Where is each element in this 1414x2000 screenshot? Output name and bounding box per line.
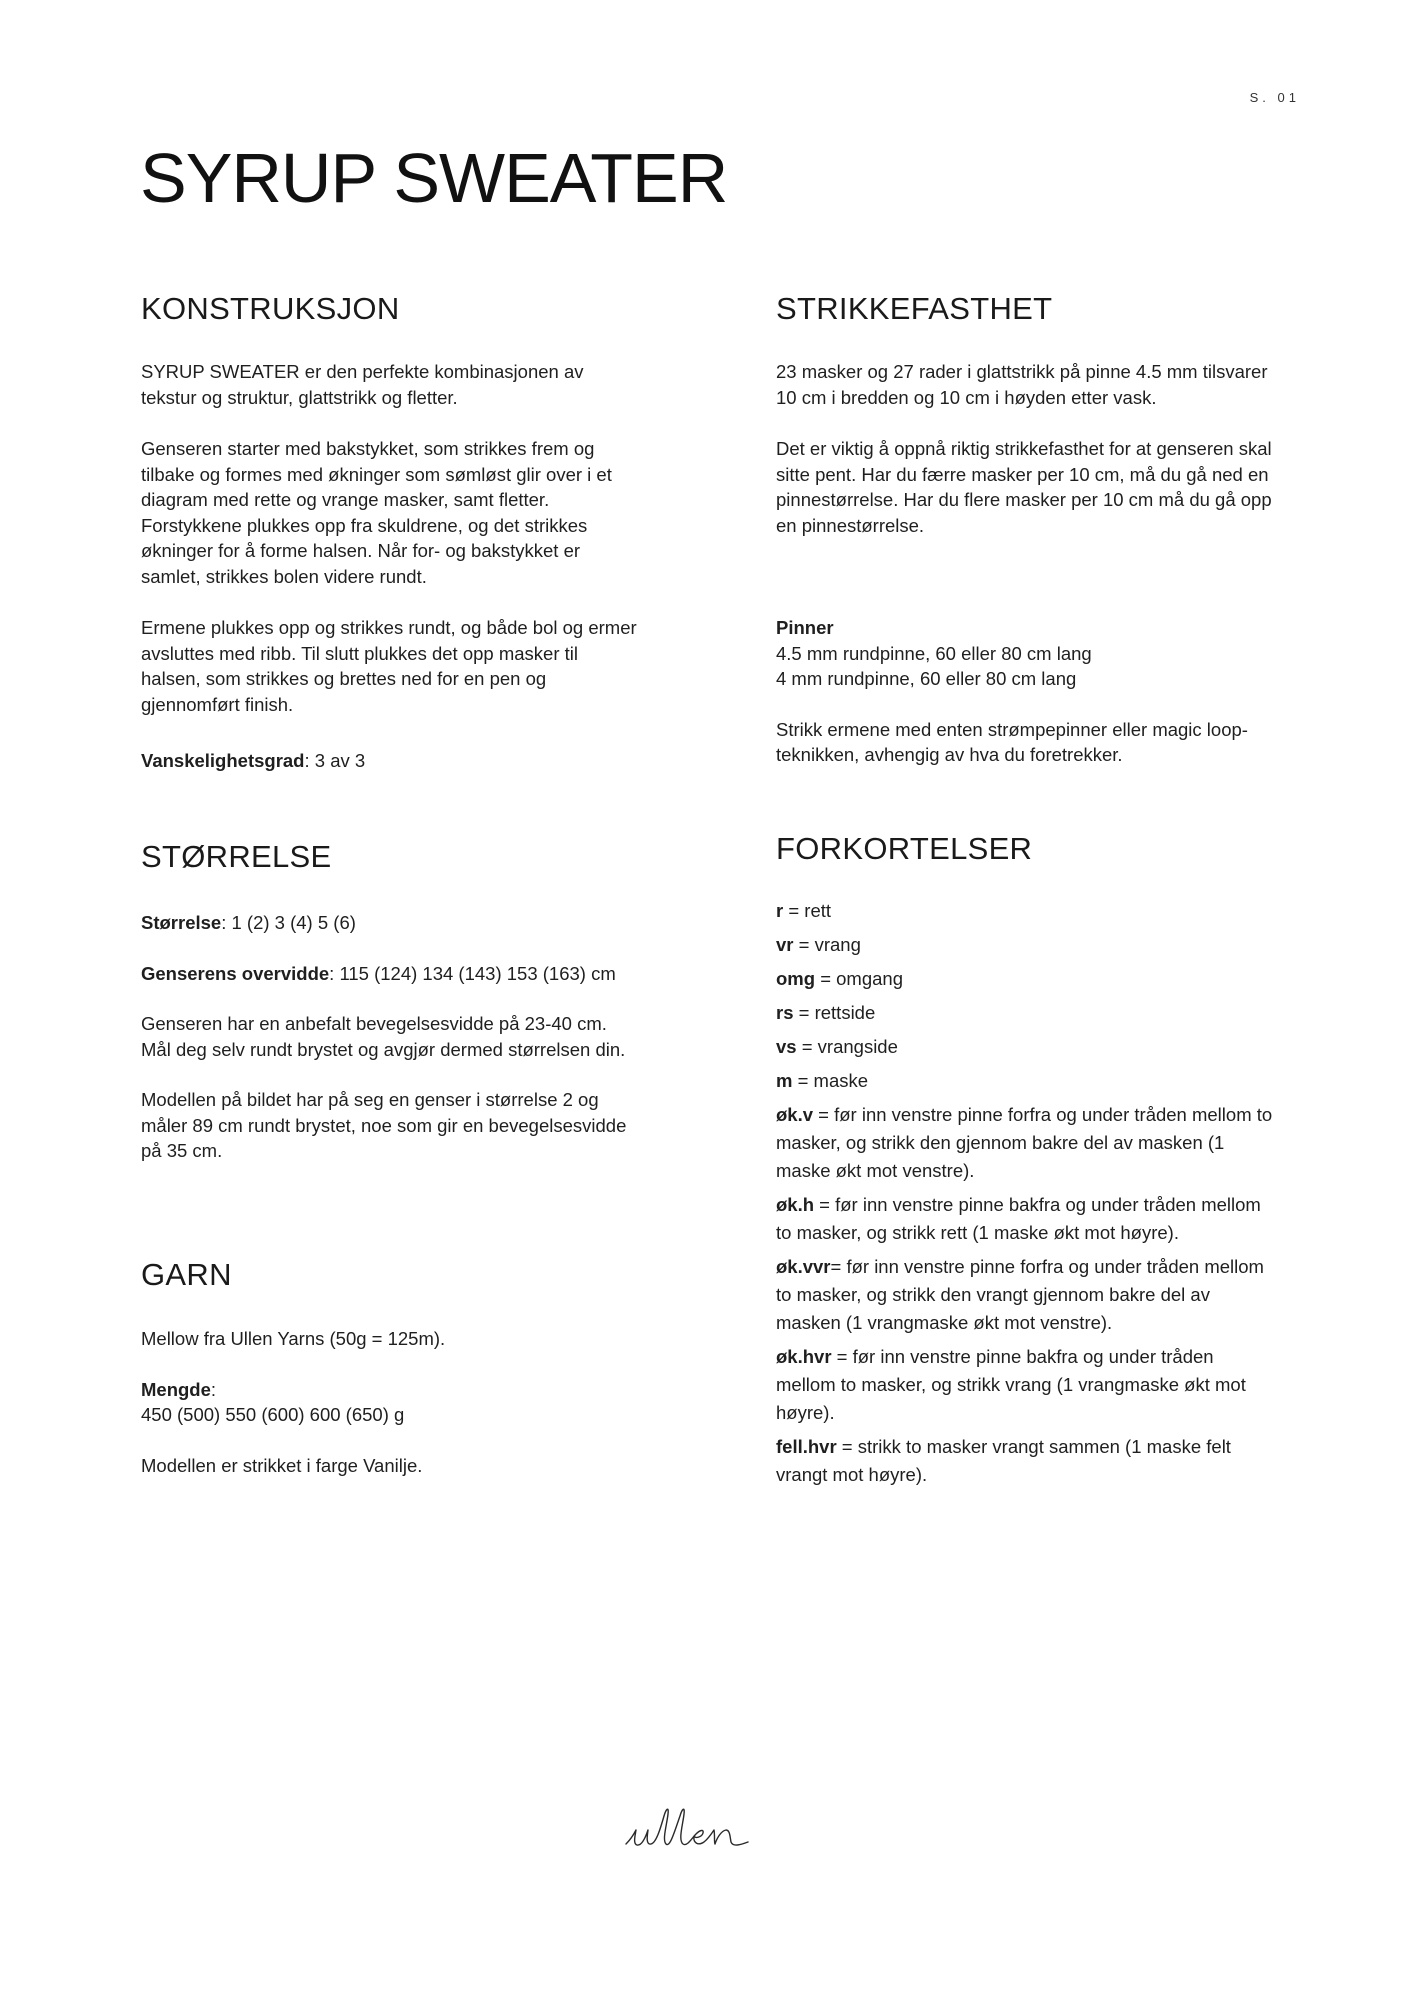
abbreviation-desc: = vrangside — [796, 1036, 898, 1057]
difficulty-value: : 3 av 3 — [304, 750, 366, 771]
abbreviation-item — [776, 931, 1276, 959]
forkortelser-heading: FORKORTELSER — [776, 831, 1033, 866]
strikkefasthet-paragraph-3: Strikk ermene med enten strømpepinner eller magic loop-teknikken, avhengig av hva du foretrekker. — [776, 718, 1248, 765]
amount-label-line — [141, 1377, 641, 1403]
abbreviation-item — [776, 1253, 1276, 1337]
forkortelser-body — [776, 897, 1276, 1495]
difficulty-line — [141, 748, 641, 774]
abbreviation-desc: = omgang — [815, 968, 904, 989]
abbreviation-term: øk.vvr — [776, 1256, 831, 1277]
storrelse-paragraph-1: Genseren har en anbefalt bevegelsesvidde på 23-40 cm. Mål deg selv rundt brystet og avgjør dermed størrelsen din. — [141, 1013, 626, 1060]
abbreviation-item — [776, 1033, 1276, 1061]
size-line — [141, 910, 641, 936]
abbreviation-item — [776, 1101, 1276, 1185]
konstruksjon-paragraph-1: SYRUP SWEATER er den perfekte kombinasjonen av tekstur og struktur, glattstrikk og fletter. — [141, 361, 584, 408]
konstruksjon-paragraph-2: Genseren starter med bakstykket, som strikkes frem og tilbake og formes med økninger som sømløst glir over i et diagram med rette og vrange masker, samt fletter. Forstykkene plukkes opp fra skuldrene, og det strikkes økninger for å forme halsen. Når for- og bakstykket er samlet, strikkes bolen videre rundt. — [141, 438, 612, 587]
amount-value: 450 (500) 550 (600) 600 (650) g — [141, 1404, 405, 1425]
abbreviation-term: vs — [776, 1036, 797, 1057]
abbreviation-item — [776, 1343, 1276, 1427]
garn-section — [141, 1256, 641, 1293]
width-value: : 115 (124) 134 (143) 153 (163) cm — [329, 962, 616, 984]
abbreviation-term: vr — [776, 934, 794, 955]
konstruksjon-section — [141, 290, 641, 327]
storrelse-paragraph-2: Modellen på bildet har på seg en genser i størrelse 2 og måler 89 cm rundt brystet, noe som gir en bevegelsesvidde på 35 cm. — [141, 1089, 627, 1161]
abbreviation-desc: = rett — [783, 900, 832, 921]
abbreviation-term: fell.hvr — [776, 1436, 837, 1457]
abbreviation-item — [776, 1191, 1276, 1247]
abbreviation-desc: = rettside — [793, 1002, 876, 1023]
abbreviation-item — [776, 999, 1276, 1027]
abbreviation-list — [776, 897, 1276, 1489]
abbreviation-term: øk.hvr — [776, 1346, 832, 1367]
storrelse-section — [141, 838, 641, 875]
konstruksjon-paragraph-3: Ermene plukkes opp og strikkes rundt, og både bol og ermer avsluttes med ribb. Til slutt plukkes det opp masker til halsen, som strikkes og brettes ned for en pen og gjennomført finish. — [141, 617, 637, 715]
abbreviation-term: r — [776, 900, 784, 921]
abbreviation-item — [776, 1433, 1276, 1489]
abbreviation-term: rs — [776, 1002, 794, 1023]
abbreviation-item — [776, 965, 1276, 993]
abbreviation-term: m — [776, 1070, 793, 1091]
konstruksjon-heading: KONSTRUKSJON — [141, 291, 400, 326]
abbreviation-term: øk.v — [776, 1104, 814, 1125]
abbreviation-desc: = strikk to masker vrangt sammen (1 maske felt vrangt mot høyre). — [776, 1436, 1231, 1485]
page-number: S. 01 — [1249, 90, 1300, 105]
needles-label: Pinner — [776, 617, 834, 638]
amount-label: Mengde — [141, 1378, 211, 1400]
size-value: : 1 (2) 3 (4) 5 (6) — [221, 912, 356, 933]
abbreviation-desc: = før inn venstre pinne bakfra og under tråden mellom to masker, og strikk vrang (1 vrangmaske økt mot høyre). — [776, 1346, 1246, 1423]
abbreviation-item — [776, 1067, 1276, 1095]
abbreviation-desc: = maske — [792, 1070, 869, 1091]
forkortelser-section — [776, 830, 1276, 867]
konstruksjon-body — [141, 359, 641, 774]
storrelse-heading: STØRRELSE — [141, 839, 332, 874]
needle-2: 4 mm rundpinne, 60 eller 80 cm lang — [776, 668, 1077, 689]
strikkefasthet-paragraph-1: 23 masker og 27 rader i glattstrikk på pinne 4.5 mm tilsvarer 10 cm i bredden og 10 cm i høyden etter vask. — [776, 361, 1268, 408]
garn-paragraph-2: Modellen er strikket i farge Vanilje. — [141, 1454, 423, 1476]
garn-heading: GARN — [141, 1257, 232, 1292]
strikkefasthet-heading: STRIKKEFASTHET — [776, 291, 1053, 326]
difficulty-label: Vanskelighetsgrad — [141, 750, 305, 771]
garn-paragraph-1: Mellow fra Ullen Yarns (50g = 125m). — [141, 1328, 446, 1349]
ullen-logo — [620, 1800, 790, 1860]
document-title: SYRUP SWEATER — [140, 139, 728, 217]
amount-colon: : — [210, 1378, 217, 1400]
strikkefasthet-paragraph-2: Det er viktig å oppnå riktig strikkefasthet for at genseren skal sitte pent. Har du færre masker per 10 cm, må du gå ned en pinnestørrelse. Har du flere masker per 10 cm må du gå opp en pinnestørrelse. — [776, 438, 1272, 536]
width-line — [141, 961, 641, 987]
size-label: Størrelse — [141, 912, 222, 933]
abbreviation-desc: = før inn venstre pinne bakfra og under tråden mellom to masker, og strikk rett (1 maske økt mot høyre). — [776, 1194, 1261, 1243]
storrelse-body — [141, 910, 641, 1164]
strikkefasthet-section — [776, 290, 1276, 327]
needle-1: 4.5 mm rundpinne, 60 eller 80 cm lang — [776, 642, 1092, 664]
abbreviation-term: omg — [776, 968, 816, 989]
abbreviation-desc: = før inn venstre pinne forfra og under tråden mellom to masker, og strikk den gjennom bakre del av masken (1 maske økt mot venstre). — [776, 1104, 1273, 1181]
abbreviation-item — [776, 897, 1276, 925]
abbreviation-desc: = før inn venstre pinne forfra og under tråden mellom to masker, og strikk den vrangt gjennom bakre del av masken (1 vrangmaske økt mot venstre). — [776, 1256, 1264, 1333]
abbreviation-term: øk.h — [776, 1194, 815, 1215]
strikkefasthet-body — [776, 359, 1276, 768]
garn-body — [141, 1326, 641, 1478]
width-label: Genserens overvidde — [141, 962, 330, 984]
abbreviation-desc: = vrang — [793, 934, 861, 955]
